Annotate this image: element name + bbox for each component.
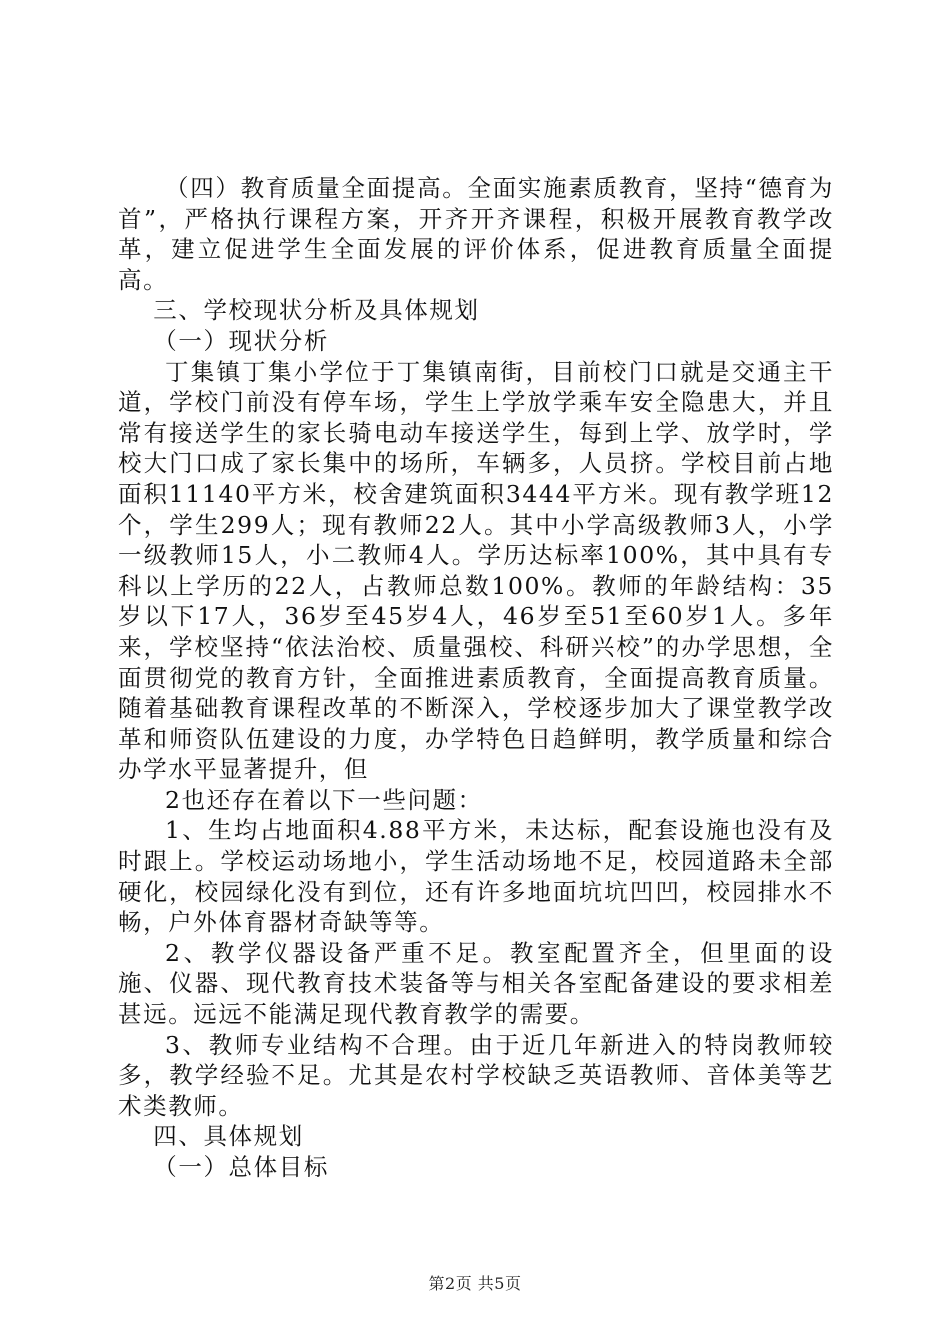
subheading-overall-goal: （一）总体目标 — [153, 1153, 329, 1181]
document-body — [118, 173, 834, 1183]
paragraph-school-status: 丁集镇丁集小学位于丁集镇南街，目前校门口就是交通主干道，学校门前没有停车场，学生上学放学乘车安全隐患大，并且常有接送学生的家长骑电动车接送学生，每到上学、放学时，学校大门口成了家长集中的场所，车辆多，人员挤。学校目前占地面积11140平方米，校舍建筑面积3444平方米。现有教学班12个，学生299人；现有教师22人。其中小学高级教师3人，小学一级教师15人，小二教师4人。学历达标率100%，其中具有专科以上学历的22人，占教师总数100%。教师的年龄结构：35岁以下17人，36岁至45岁4人，46岁至51至60岁1人。多年来，学校坚持“依法治校、质量强校、科研兴校”的办学思想，全面贯彻党的教育方针，全面推进素质教育，全面提高教育质量。随着基础教育课程改革的不断深入，学校逐步加大了课堂教学改革和师资队伍建设的力度，办学特色日趋鲜明，教学质量和综合办学水平显著提升，但 — [118, 357, 834, 784]
section-heading-four: 四、具体规划 — [153, 1122, 304, 1151]
section-heading-three: 三、学校现状分析及具体规划 — [153, 296, 480, 325]
paragraph-problem-1: 1、生均占地面积4.88平方米，未达标，配套设施也没有及时跟上。学校运动场地小，学生活动场地不足，校园道路未全部硬化，校园绿化没有到位，还有许多地面坑坑凹凹，校园排水不畅，户外体育器材奇缺等等。 — [118, 816, 834, 937]
paragraph-problems-intro: 2也还存在着以下一些问题： — [165, 785, 483, 814]
paragraph-problem-2: 2、教学仪器设备严重不足。教室配置齐全，但里面的设施、仪器、现代教育技术装备等与相关各室配备建设的要求相差甚远。远远不能满足现代教育教学的需要。 — [118, 938, 834, 1029]
subheading-status-analysis: （一）现状分析 — [153, 326, 329, 355]
paragraph-problem-3: 3、教师专业结构不合理。由于近几年新进入的特岗教师较多，教学经验不足。尤其是农村学校缺乏英语教师、音体美等艺术类教师。 — [118, 1030, 834, 1120]
page-number-footer: 第2页 共5页 — [428, 1274, 522, 1293]
paragraph-education-quality: （四）教育质量全面提高。全面实施素质教育，坚持“德育为首”，严格执行课程方案，开齐开齐课程，积极开展教育教学改革，建立促进学生全面发展的评价体系，促进教育质量全面提高。 — [118, 174, 834, 294]
